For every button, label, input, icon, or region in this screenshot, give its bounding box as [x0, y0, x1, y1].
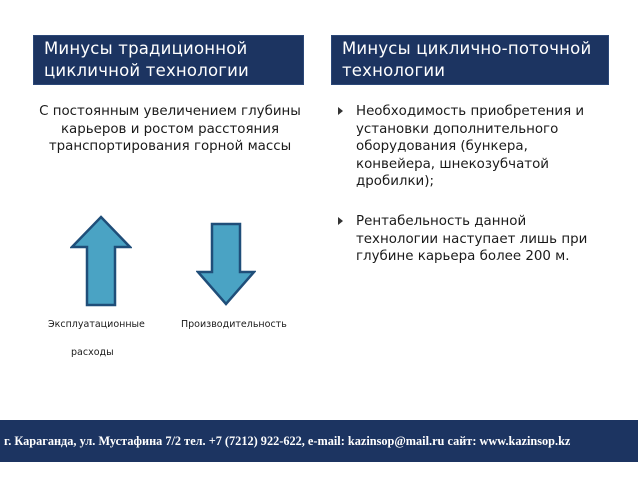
bullet-triangle-icon — [338, 217, 343, 225]
list-item-text: Рентабельность данной технологии наступает лишь при глубине карьера более 200 м. — [356, 213, 588, 265]
left-column-header — [33, 35, 304, 85]
operating-costs-label-line1: Эксплуатационные — [48, 319, 145, 330]
drawbacks-list — [338, 103, 600, 288]
right-column-header — [331, 35, 609, 85]
footer-contact-bar — [0, 420, 638, 462]
productivity-label: Производительность — [181, 319, 287, 330]
left-description: С постоянным увеличением глубины карьеров и ростом расстояния транспортирования горной массы — [39, 104, 301, 155]
arrow-up-icon — [70, 215, 132, 307]
footer-contact-text: г. Караганда, ул. Мустафина 7/2 тел. +7 (7212) 922-622, e-mail: kazinsop@mail.ru сайт: www.kazinsop.kz — [4, 434, 571, 448]
right-header-text: Минусы циклично-поточной технологии — [342, 39, 592, 80]
list-item-text: Необходимость приобретения и установки дополнительного оборудования (бункера, конвейера, шнекозубчатой дробилки); — [356, 104, 585, 190]
bullet-triangle-icon — [338, 107, 343, 115]
list-item — [338, 213, 600, 266]
left-header-text: Минусы традиционной цикличной технологии — [44, 39, 249, 80]
list-item — [338, 103, 600, 191]
arrow-down-icon — [196, 222, 256, 306]
operating-costs-label-line2: расходы — [71, 347, 114, 358]
